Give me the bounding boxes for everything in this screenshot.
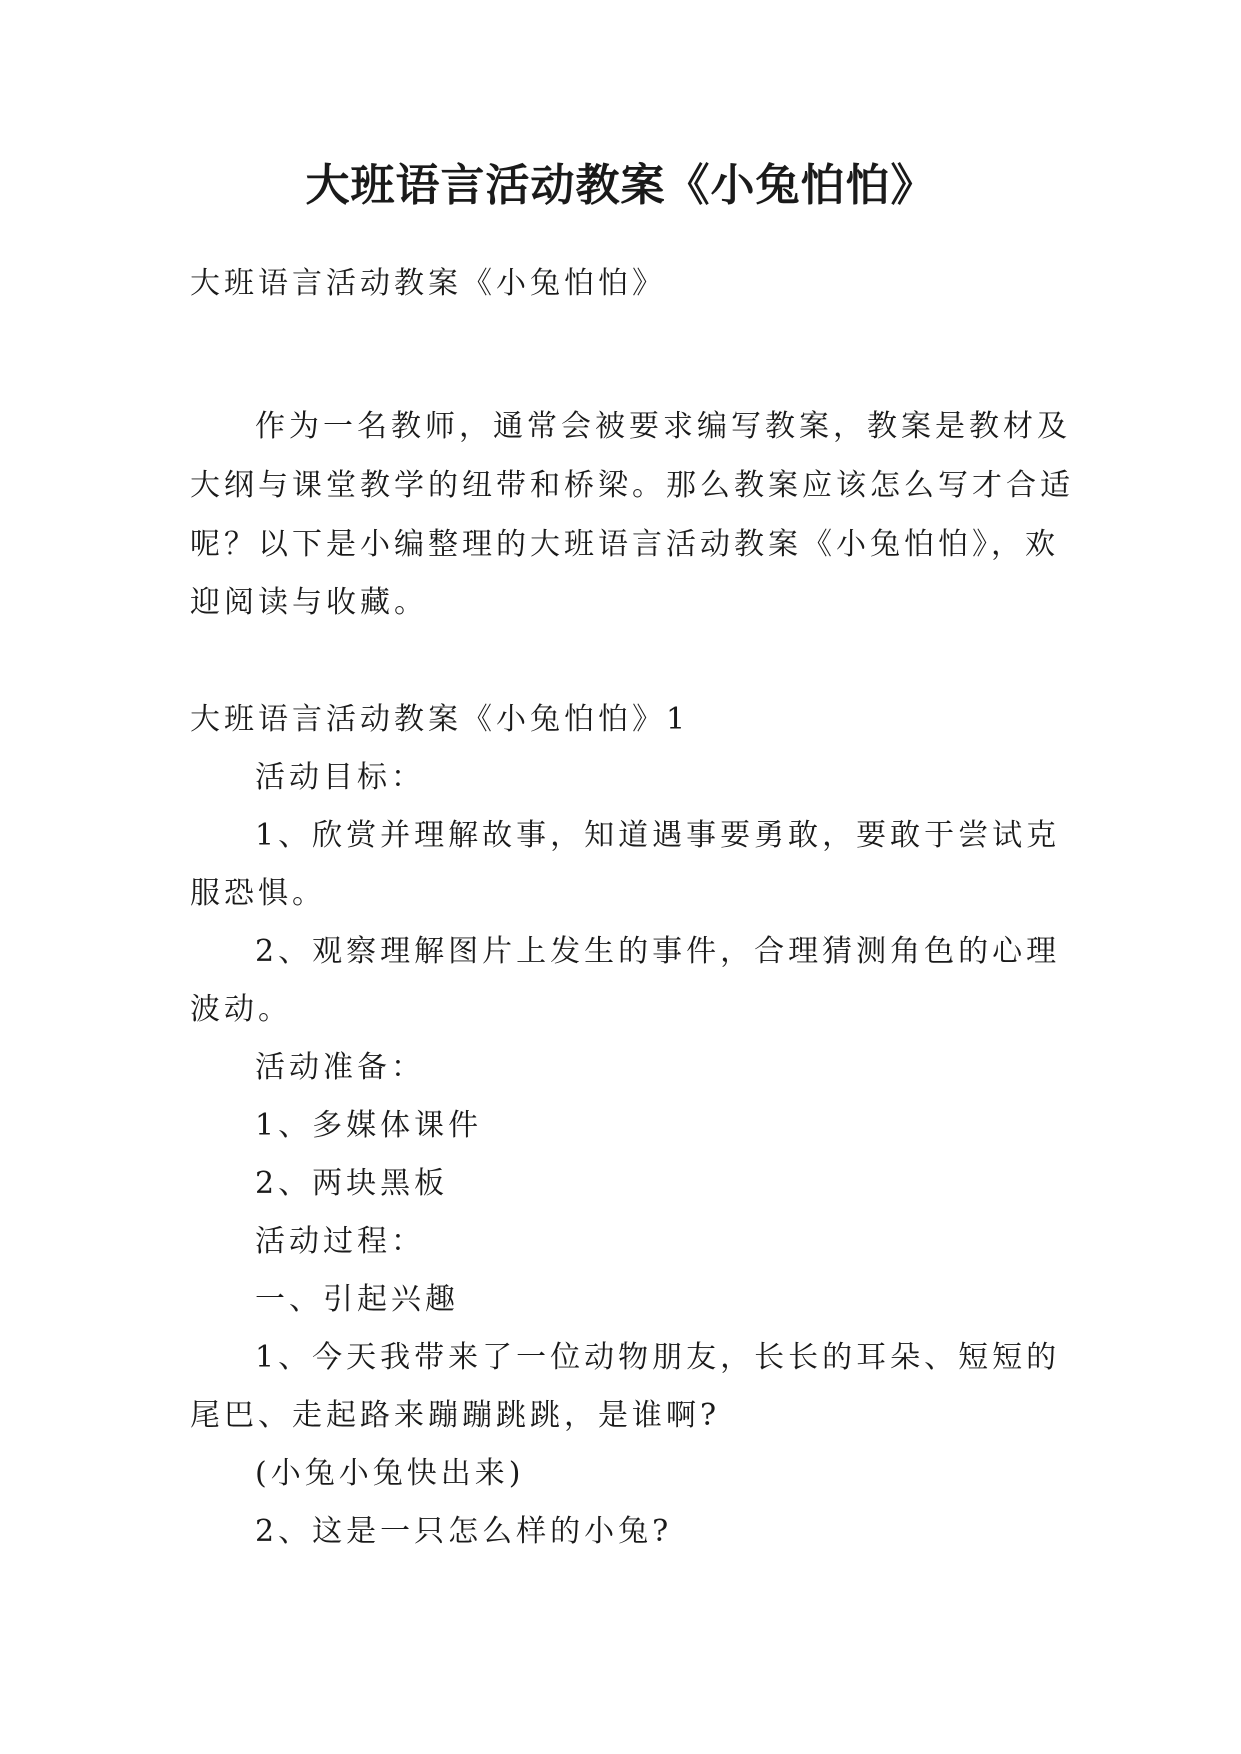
section-heading: 大班语言活动教案《小兔怕怕》1 (190, 702, 690, 737)
goal-2-line-1: 2、观察理解图片上发生的事件，合理猜测角色的心理 (255, 934, 1061, 969)
document-title: 大班语言活动教案《小兔怕怕》 (305, 160, 936, 211)
goal-1-line-2: 服恐惧。 (190, 876, 326, 911)
goals-heading: 活动目标： (255, 760, 425, 795)
step-1-line-1: 1、今天我带来了一位动物朋友，长长的耳朵、短短的 (255, 1340, 1061, 1375)
intro-line-1: 作为一名教师，通常会被要求编写教案，教案是教材及 (255, 409, 1071, 444)
step-2-line: 2、这是一只怎么样的小兔? (255, 1514, 673, 1549)
step-1-answer: (小兔小兔快出来) (255, 1456, 525, 1491)
prep-item-2: 2、两块黑板 (255, 1166, 449, 1201)
document-subtitle: 大班语言活动教案《小兔怕怕》 (190, 266, 666, 301)
intro-line-4: 迎阅读与收藏。 (190, 585, 428, 620)
goal-1-line-1: 1、欣赏并理解故事，知道遇事要勇敢，要敢于尝试克 (255, 818, 1061, 853)
process-heading: 活动过程： (255, 1224, 425, 1259)
intro-line-3: 呢？以下是小编整理的大班语言活动教案《小兔怕怕》，欢 (190, 527, 1059, 562)
intro-line-2: 大纲与课堂教学的纽带和桥梁。那么教案应该怎么写才合适 (190, 468, 1074, 503)
goal-2-line-2: 波动。 (190, 992, 292, 1027)
step-1-line-2: 尾巴、走起路来蹦蹦跳跳，是谁啊? (190, 1398, 721, 1433)
prep-heading: 活动准备： (255, 1050, 425, 1085)
prep-item-1: 1、多媒体课件 (255, 1108, 483, 1143)
step-heading: 一、引起兴趣 (255, 1282, 459, 1317)
